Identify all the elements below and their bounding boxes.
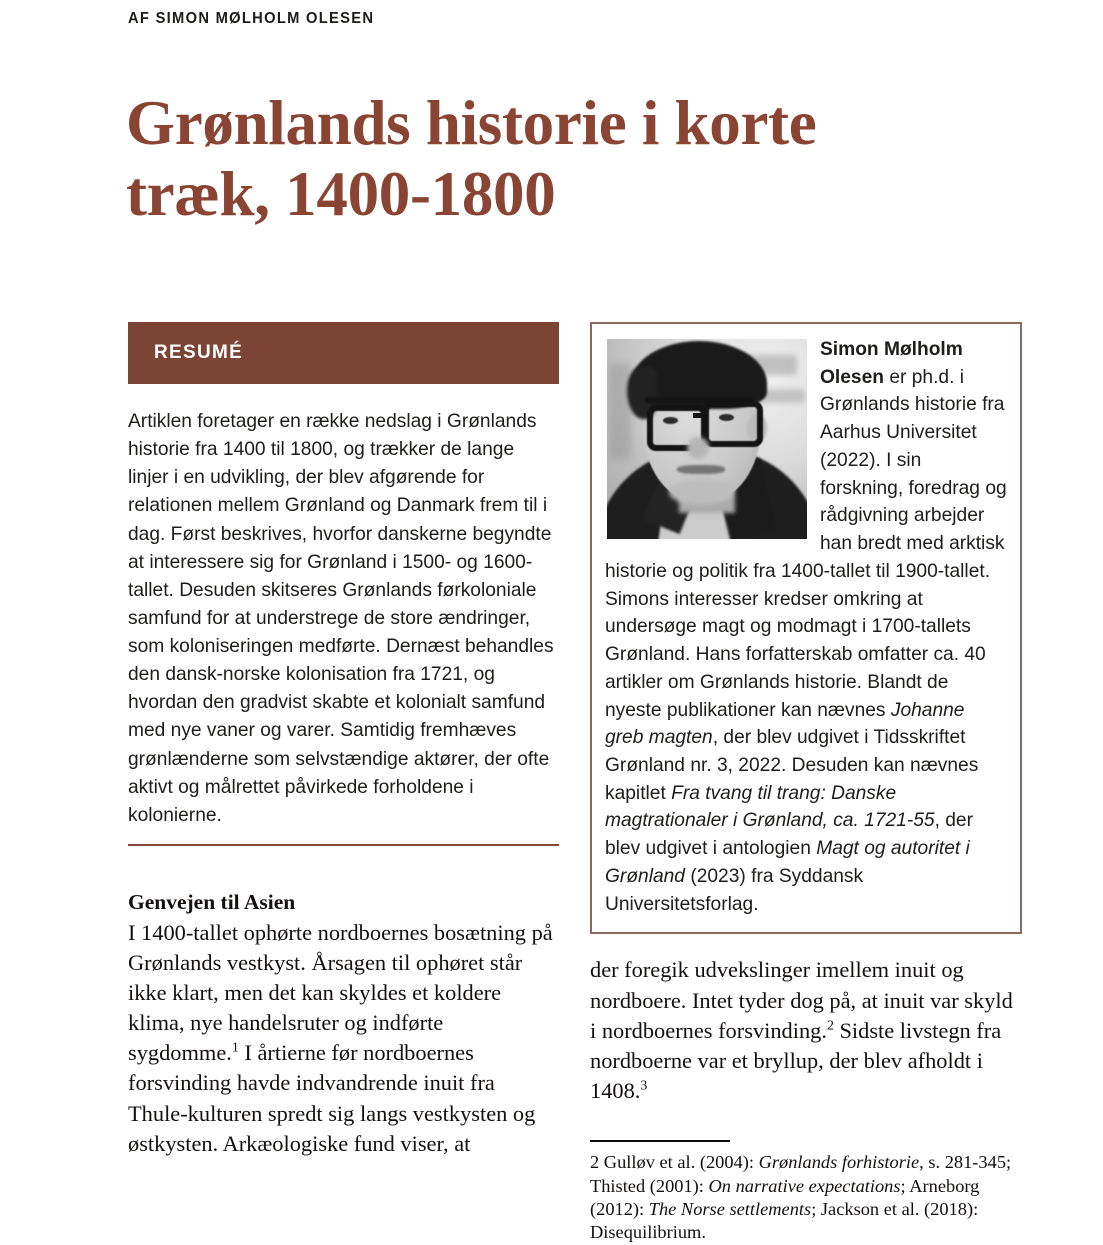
footnote-segment-3: ; Arneborg (2012):: [590, 1175, 980, 1219]
right-column: [590, 322, 1022, 1245]
portrait-chin: [669, 479, 733, 505]
bio-text-part-4: (2023) fra Syddansk Universitetsforlag.: [605, 865, 864, 915]
author-portrait-photo: [607, 339, 807, 539]
portrait-glasses-right-lens: [703, 401, 763, 447]
resume-divider: [128, 844, 559, 846]
right-paragraph-text-a: der foregik udvekslinger imellem inuit og nordboere. Intet tyder dog på, at inuit var skyld i nordboernes forsvinding.: [590, 957, 1013, 1043]
footnote-marker-3[interactable]: 3: [640, 1078, 648, 1094]
footnote-divider: [590, 1140, 730, 1142]
footnote-segment-2: , s. 281-345; Thisted (2001):: [590, 1152, 1012, 1196]
right-paragraph-text-b: Sidste livstegn fra nordboerne var et bryllup, der blev afholdt i 1408.: [590, 1017, 1002, 1103]
footnote-entry: [590, 1151, 1022, 1245]
left-paragraph-text-b: I årtierne før nordboernes forsvinding havde indvandrende inuit fra Thule-kulturen spredt sig langs vestkysten og østkysten. Arkæologiske fund viser, at: [128, 1040, 536, 1156]
portrait-background-blur-3: [609, 363, 631, 459]
resume-label: RESUMÉ: [154, 342, 244, 363]
left-paragraph-text-a: I 1400-tallet ophørte nordboernes bosætning på Grønlands vestkyst. Årsagen til ophøret står ikke klart, men det kan skyldes et koldere klima, nye handelsruter og indførte sygdomme.: [128, 919, 553, 1066]
portrait-mouth: [677, 465, 725, 474]
author-bio-box: [590, 322, 1022, 934]
portrait-nose: [687, 437, 709, 459]
left-column: [128, 322, 559, 1181]
resume-header: [128, 322, 559, 384]
page-title: Grønlands historie i korte træk, 1400-1800: [126, 88, 817, 229]
right-body-paragraph: [590, 955, 1022, 1106]
bio-text-part-1: er ph.d. i Grønlands historie fra Aarhus Universitet (2022). I sin forskning, foredrag og rådgivning arbejder han bredt med arktisk historie og politik fra 1400-tallet til 1900-tallet. Simons interesser kredser omkring at undersøge magt og modmagt i 1700-tallets Grønland. Hans forfatterskab omfatter ca. 40 artikler om Grønlands historie. Blandt de nyeste publikationer kan nævnes: [605, 366, 1007, 721]
footnote-segment-4: ; Jackson et al. (2018): Disequilibrium.: [590, 1198, 979, 1243]
byline: AF SIMON MØLHOLM OLESEN: [128, 10, 375, 27]
bio-publication-3: Magt og autoritet i Grønland: [605, 838, 970, 887]
footnote-number: 2: [590, 1152, 604, 1173]
footnote-title-1: Grønlands forhistorie: [758, 1152, 920, 1173]
left-body-paragraph: [128, 918, 559, 1159]
portrait-glasses-bridge: [693, 413, 707, 418]
resume-body: Artiklen foretager en række nedslag i Grønlands historie fra 1400 til 1800, og trækker de lange linjer i en udvikling, der blev afgørende for relationen mellem Grønland og Danmark frem til i dag. Først beskrives, hvorfor danskerne begyndte at interessere sig for Grønland i 1500- og 1600-tallet. Desuden skitseres Grønlands førkoloniale samfund for at understrege de store ændringer, som koloniseringen medførte. Dernæst behandles den dansk-norske kolonisation fra 1721, og hvordan den gradvist skabte et kolonialt samfund med nye vaner og varer. Samtidig fremhæves grønlænderne som selvstændige aktører, der ofte aktivt og målrettet påvirkede forholdene i kolonierne.: [128, 411, 554, 826]
footnote-title-3: The Norse settlements: [648, 1198, 812, 1219]
bio-text-part-2: , der blev udgivet i Tidsskriftet Grønland nr. 3, 2022. Desuden kan nævnes kapitlet: [605, 727, 979, 804]
footnote-title-2: On narrative expectations: [708, 1175, 901, 1196]
bio-text-part-3: , der blev udgivet i antologien: [605, 810, 973, 860]
footnote-marker-1[interactable]: 1: [231, 1040, 239, 1056]
footnote-marker-2[interactable]: 2: [826, 1018, 834, 1034]
footnote-segment-1: Gulløv et al. (2004):: [603, 1152, 759, 1173]
section-heading: Genvejen til Asien: [128, 889, 296, 914]
author-name: Simon Mølholm Olesen: [820, 339, 963, 388]
bio-publication-1: Johanne greb magten: [605, 699, 965, 749]
bio-publication-2: Fra tvang til trang: Danske magtrationaler i Grønland, ca. 1721-55: [605, 782, 935, 832]
